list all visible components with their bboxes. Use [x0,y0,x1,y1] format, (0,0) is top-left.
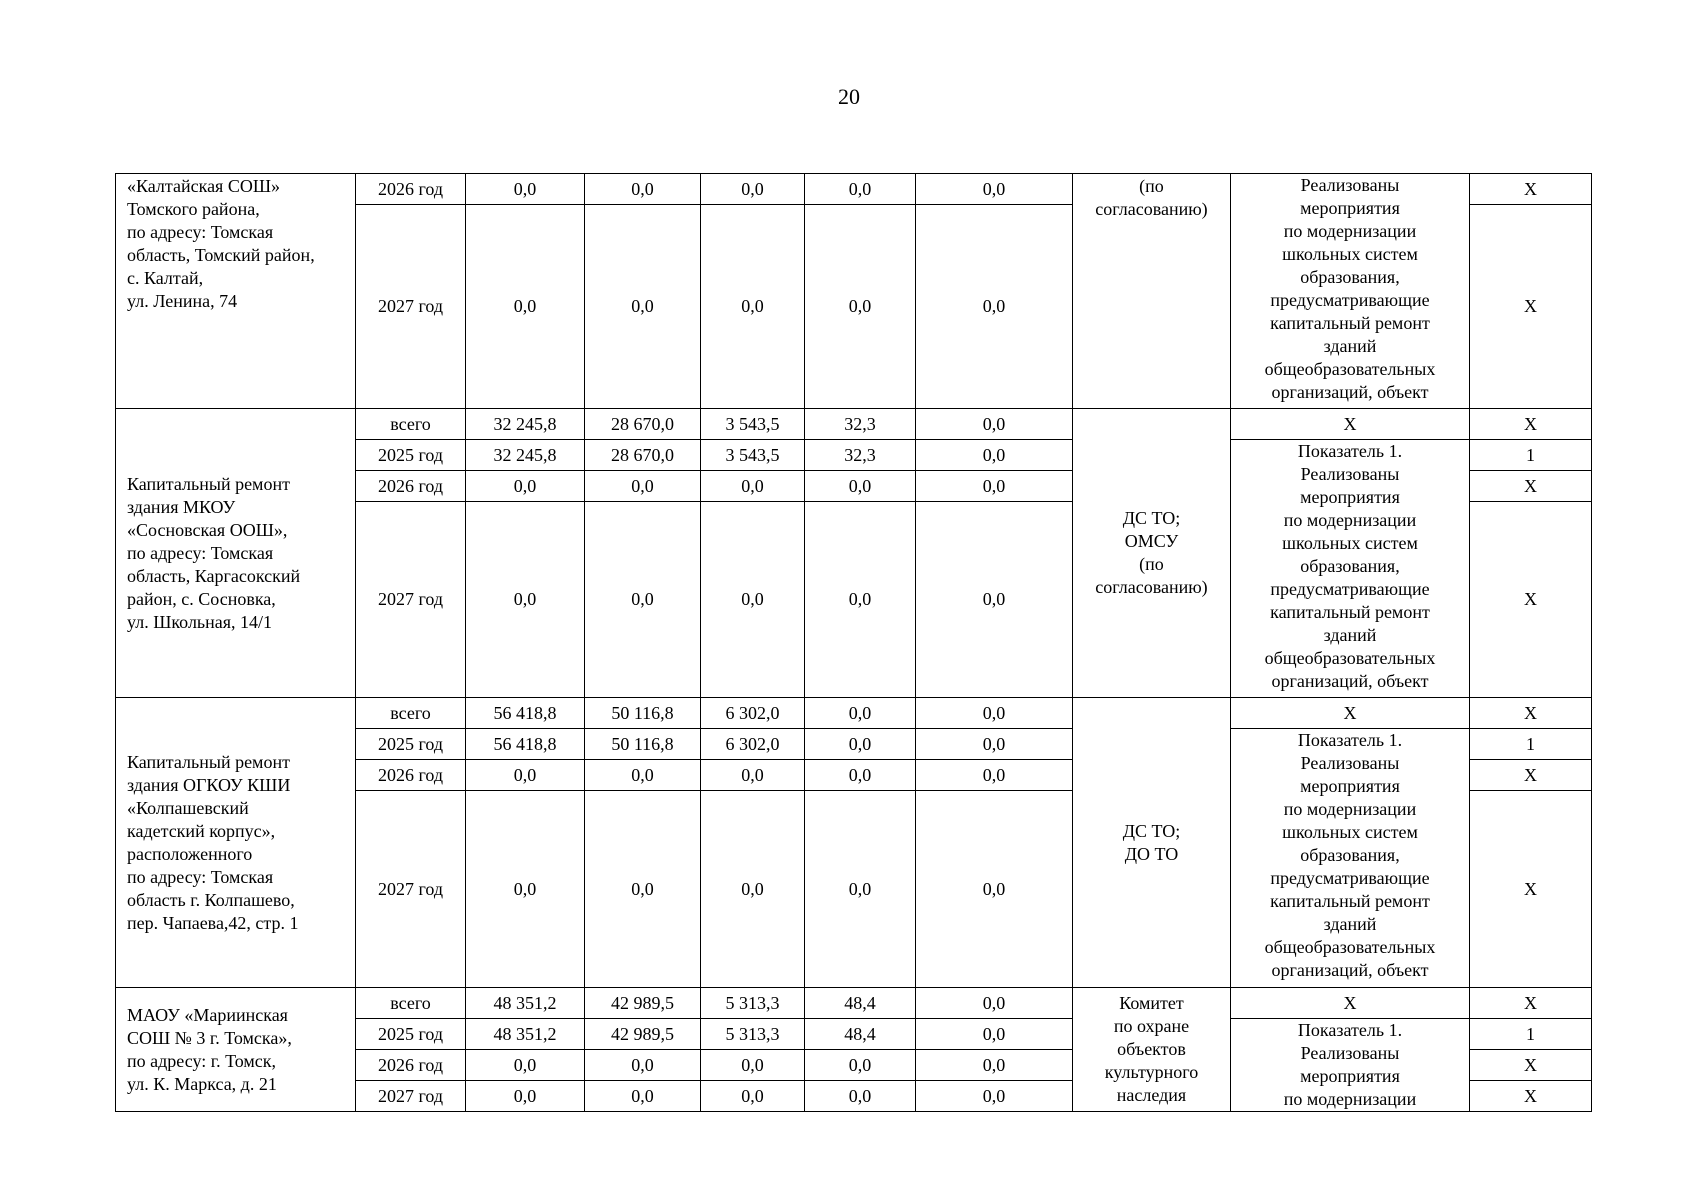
value-cell: 42 989,5 [585,988,701,1019]
value-cell: 32 245,8 [466,440,585,471]
indicator-value-cell: Х [1470,698,1592,729]
executor-text: ДС ТО; ДО ТО [1122,820,1181,864]
executor-text: ДС ТО; ОМСУ (по согласованию) [1095,508,1208,597]
period-cell: 2027 год [356,502,466,698]
period-cell: 2027 год [356,1081,466,1112]
indicator-value-cell: Х [1470,760,1592,791]
object-cell [116,698,356,988]
value-cell: 56 418,8 [466,729,585,760]
indicator-value-cell: Х [1470,502,1592,698]
value-cell: 0,0 [701,502,805,698]
executor-cell [1073,988,1231,1112]
value-cell: 0,0 [805,760,916,791]
executor-text: Комитет по охране объектов культурного наследия [1104,993,1199,1105]
period-cell: всего [356,698,466,729]
value-cell: 5 313,3 [701,988,805,1019]
value-cell: 0,0 [916,1019,1073,1050]
value-cell: 0,0 [466,1050,585,1081]
indicator-value-cell: Х [1470,409,1592,440]
indicator-total-cell: Х [1231,409,1470,440]
value-cell: 0,0 [466,205,585,409]
value-cell: 0,0 [916,205,1073,409]
period-cell: 2025 год [356,729,466,760]
value-cell: 0,0 [916,409,1073,440]
indicator-text: Показатель 1. Реализованы мероприятия по модернизации [1283,1020,1417,1109]
value-cell: 0,0 [701,205,805,409]
indicator-value-cell: 1 [1470,1019,1592,1050]
indicator-text: Реализованы мероприятия по модернизации школьных систем образования, предусматривающие капитальный ремонт зданий общеобразовательных организаций, объект [1264,175,1436,402]
indicator-value-cell: 1 [1470,729,1592,760]
value-cell: 0,0 [805,791,916,988]
table-row [116,409,1592,440]
value-cell: 0,0 [585,205,701,409]
budget-table [115,173,1592,1112]
value-cell: 0,0 [585,760,701,791]
value-cell: 0,0 [805,1081,916,1112]
value-cell: 0,0 [805,729,916,760]
executor-cell [1073,409,1231,698]
value-cell: 0,0 [585,471,701,502]
value-cell: 48,4 [805,988,916,1019]
value-cell: 3 543,5 [701,409,805,440]
value-cell: 0,0 [701,471,805,502]
period-cell: 2026 год [356,174,466,205]
value-cell: 3 543,5 [701,440,805,471]
executor-cell [1073,698,1231,988]
value-cell: 0,0 [916,698,1073,729]
indicator-text: Показатель 1. Реализованы мероприятия по модернизации школьных систем образования, предусматривающие капитальный ремонт зданий общеобразовательных организаций, объект [1264,730,1436,980]
value-cell: 0,0 [805,698,916,729]
indicator-value-cell: Х [1470,791,1592,988]
value-cell: 0,0 [585,1050,701,1081]
value-cell: 48,4 [805,1019,916,1050]
object-cell [116,988,356,1112]
table-row [116,988,1592,1019]
value-cell: 0,0 [701,791,805,988]
indicator-value-cell: Х [1470,205,1592,409]
value-cell: 50 116,8 [585,729,701,760]
indicator-value-cell: Х [1470,1050,1592,1081]
value-cell: 48 351,2 [466,1019,585,1050]
value-cell: 28 670,0 [585,440,701,471]
indicator-value-cell: Х [1470,1081,1592,1112]
value-cell: 32,3 [805,409,916,440]
value-cell: 0,0 [916,440,1073,471]
period-cell: 2026 год [356,760,466,791]
value-cell: 32,3 [805,440,916,471]
value-cell: 0,0 [585,502,701,698]
value-cell: 0,0 [916,791,1073,988]
indicator-cell [1231,174,1470,409]
value-cell: 0,0 [585,791,701,988]
value-cell: 0,0 [701,1050,805,1081]
value-cell: 48 351,2 [466,988,585,1019]
value-cell: 0,0 [916,1050,1073,1081]
value-cell: 0,0 [805,502,916,698]
value-cell: 0,0 [916,174,1073,205]
value-cell: 0,0 [916,1081,1073,1112]
value-cell: 0,0 [701,174,805,205]
value-cell: 0,0 [916,760,1073,791]
value-cell: 56 418,8 [466,698,585,729]
period-cell: 2025 год [356,440,466,471]
value-cell: 0,0 [805,471,916,502]
value-cell: 0,0 [585,174,701,205]
value-cell: 0,0 [916,729,1073,760]
period-cell: всего [356,409,466,440]
indicator-text: Показатель 1. Реализованы мероприятия по модернизации школьных систем образования, предусматривающие капитальный ремонт зданий общеобразовательных организаций, объект [1264,441,1436,691]
page-number: 20 [838,84,860,109]
period-cell: 2026 год [356,1050,466,1081]
period-cell: 2026 год [356,471,466,502]
value-cell: 0,0 [466,1081,585,1112]
value-cell: 0,0 [466,174,585,205]
table-row [116,174,1592,205]
table-row [116,698,1592,729]
indicator-value-cell: Х [1470,471,1592,502]
executor-text: (по согласованию) [1095,176,1208,219]
value-cell: 0,0 [466,760,585,791]
value-cell: 0,0 [466,791,585,988]
value-cell: 0,0 [916,988,1073,1019]
value-cell: 0,0 [466,502,585,698]
indicator-value-cell: 1 [1470,440,1592,471]
value-cell: 0,0 [805,174,916,205]
period-cell: всего [356,988,466,1019]
value-cell: 5 313,3 [701,1019,805,1050]
indicator-cell [1231,440,1470,698]
value-cell: 0,0 [466,471,585,502]
indicator-total-cell: Х [1231,988,1470,1019]
period-cell: 2027 год [356,205,466,409]
object-description: МАОУ «Мариинская СОШ № 3 г. Томска», по адресу: г. Томск, ул. К. Маркса, д. 21 [127,1004,292,1094]
value-cell: 0,0 [701,1081,805,1112]
indicator-value-cell: Х [1470,174,1592,205]
value-cell: 6 302,0 [701,729,805,760]
value-cell: 42 989,5 [585,1019,701,1050]
indicator-cell [1231,1019,1470,1112]
period-cell: 2027 год [356,791,466,988]
value-cell: 0,0 [916,471,1073,502]
value-cell: 0,0 [701,760,805,791]
object-description: «Калтайская СОШ» Томского района, по адресу: Томская область, Томский район, с. Калтай, ул. Ленина, 74 [127,176,315,311]
value-cell: 6 302,0 [701,698,805,729]
executor-cell [1073,174,1231,409]
value-cell: 32 245,8 [466,409,585,440]
value-cell: 0,0 [585,1081,701,1112]
indicator-value-cell: Х [1470,988,1592,1019]
value-cell: 28 670,0 [585,409,701,440]
object-cell [116,409,356,698]
object-description: Капитальный ремонт здания МКОУ «Сосновская ООШ», по адресу: Томская область, Каргасокский район, с. Сосновка, ул. Школьная, 14/1 [127,473,301,632]
period-cell: 2025 год [356,1019,466,1050]
value-cell: 50 116,8 [585,698,701,729]
value-cell: 0,0 [805,205,916,409]
object-description: Капитальный ремонт здания ОГКОУ КШИ «Колпашевский кадетский корпус», расположенного по адресу: Томская область г. Колпашево, пер. Чапаева,42, стр. 1 [127,751,299,933]
object-cell [116,174,356,409]
value-cell: 0,0 [805,1050,916,1081]
value-cell: 0,0 [916,502,1073,698]
indicator-total-cell: Х [1231,698,1470,729]
indicator-cell [1231,729,1470,988]
